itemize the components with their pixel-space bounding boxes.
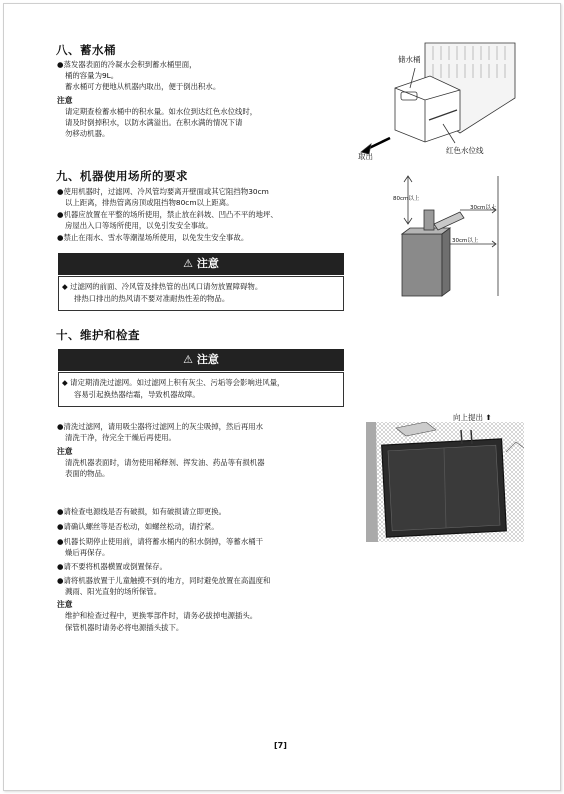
section-9-title: 九、机器使用场所的要求 [56, 169, 188, 183]
s10-check: ●请确认螺丝等是否松动，如螺丝松动，请拧紧。 [57, 522, 219, 531]
s9-bullet: ●禁止在雨水、雪水等潮湿场所使用，以免发生安全事故。 [57, 233, 249, 242]
caution-text: 容易引起换热器结霜，导致机器故障。 [74, 390, 200, 399]
s8-note-text: 请及时倒掉积水，以防水满溢出。在积水满的情况下请 [65, 118, 243, 127]
s10-note-text: 维护和检查过程中，更换零部件时，请务必拔掉电源插头。 [65, 611, 258, 620]
caution-banner: ⚠ 注意 [58, 349, 344, 371]
caution-title: 注意 [196, 257, 219, 270]
lift-out-label: 向上提出 ⬆ [453, 413, 492, 422]
caution-text: ◆ 过滤网的前面、冷风管及排热管的出风口请勿放置障碍物。 [62, 282, 263, 291]
water-tank-figure [355, 38, 520, 163]
s9-bullet: ●机器应放置在平整的场所使用，禁止放在斜坡、凹凸不平的地坪、 [57, 210, 278, 219]
s10-note-text: 表面的物品。 [65, 469, 110, 478]
clearance-80cm: 80cm以上 [393, 196, 420, 202]
s10-bullet: ●清洗过滤网，请用吸尘器将过滤网上的灰尘吸掉，然后再用水 [57, 422, 263, 431]
s10-note-text: 保管机器时请务必将电源插头拔下。 [65, 623, 184, 632]
caution-title: 注意 [196, 353, 219, 366]
s8-bullet-cont: 蓄水桶可方便地从机器内取出，便于倒出积水。 [65, 82, 221, 91]
caution-text: ◆ 请定期清洗过滤网。如过滤网上积有灰尘、污垢等会影响进风量， [62, 378, 285, 387]
page-number: [7] [274, 741, 287, 750]
take-out-label: 取出 [358, 152, 373, 161]
s10-check: ●机器长期停止使用前，请将蓄水桶内的积水倒掉，等蓄水桶干 [57, 537, 263, 546]
s9-bullet: ●使用机器时，过滤网、冷风管均要离开壁面或其它阻挡物30cm [57, 187, 269, 196]
caution-text: 排热口排出的热风请不要对准耐热性差的物品。 [74, 294, 230, 303]
tank-label: 储水桶 [398, 55, 421, 64]
s8-bullet-cont: 桶的容量为9L。 [65, 71, 119, 80]
s10-check: ●请不要将机器横置或倒置保存。 [57, 562, 167, 571]
section-8-title: 八、蓄水桶 [56, 43, 116, 57]
s9-bullet-cont: 以上距离，排热管离房顶或阻挡物80cm以上距离。 [65, 198, 234, 207]
s8-note-text: 请定期查检蓄水桶中的积水量。如水位到达红色水位线时， [65, 107, 258, 116]
filter-removal-figure [366, 422, 524, 542]
s10-check-cont: 溅雨、阳光直射的场所保管。 [65, 587, 162, 596]
caution-banner: ⚠ 注意 [58, 253, 344, 275]
s9-bullet-cont: 房屋出入口等场所使用，以免引发安全事故。 [65, 221, 213, 230]
s10-check: ●请检查电源线是否有破损，如有破损请立即更换。 [57, 507, 227, 516]
s8-note-label: 注意 [57, 96, 73, 105]
s10-note-label: 注意 [57, 600, 73, 609]
s10-bullet-cont: 清洗干净，待完全干燥后再使用。 [65, 433, 176, 442]
section-10-title: 十、维护和检查 [56, 328, 140, 342]
s10-note-label: 注意 [57, 447, 73, 456]
clearance-30cm-top: 30cm以上 [470, 205, 497, 211]
s10-check-cont: 燥后再保存。 [65, 548, 110, 557]
s8-bullet: ●蒸发器表面的冷凝水会积到蓄水桶里面， [57, 60, 197, 69]
s8-note-text: 勿移动机器。 [65, 129, 110, 138]
clearance-30cm-side: 30cm以上 [452, 238, 479, 244]
red-water-line-label: 红色水位线 [446, 146, 484, 155]
s10-note-text: 清洗机器表面时，请勿使用稀释剂、挥发油、药品等有损机器 [65, 458, 265, 467]
s10-check: ●请将机器放置于儿童触摸不到的地方，同时避免放置在高温度和 [57, 576, 271, 585]
